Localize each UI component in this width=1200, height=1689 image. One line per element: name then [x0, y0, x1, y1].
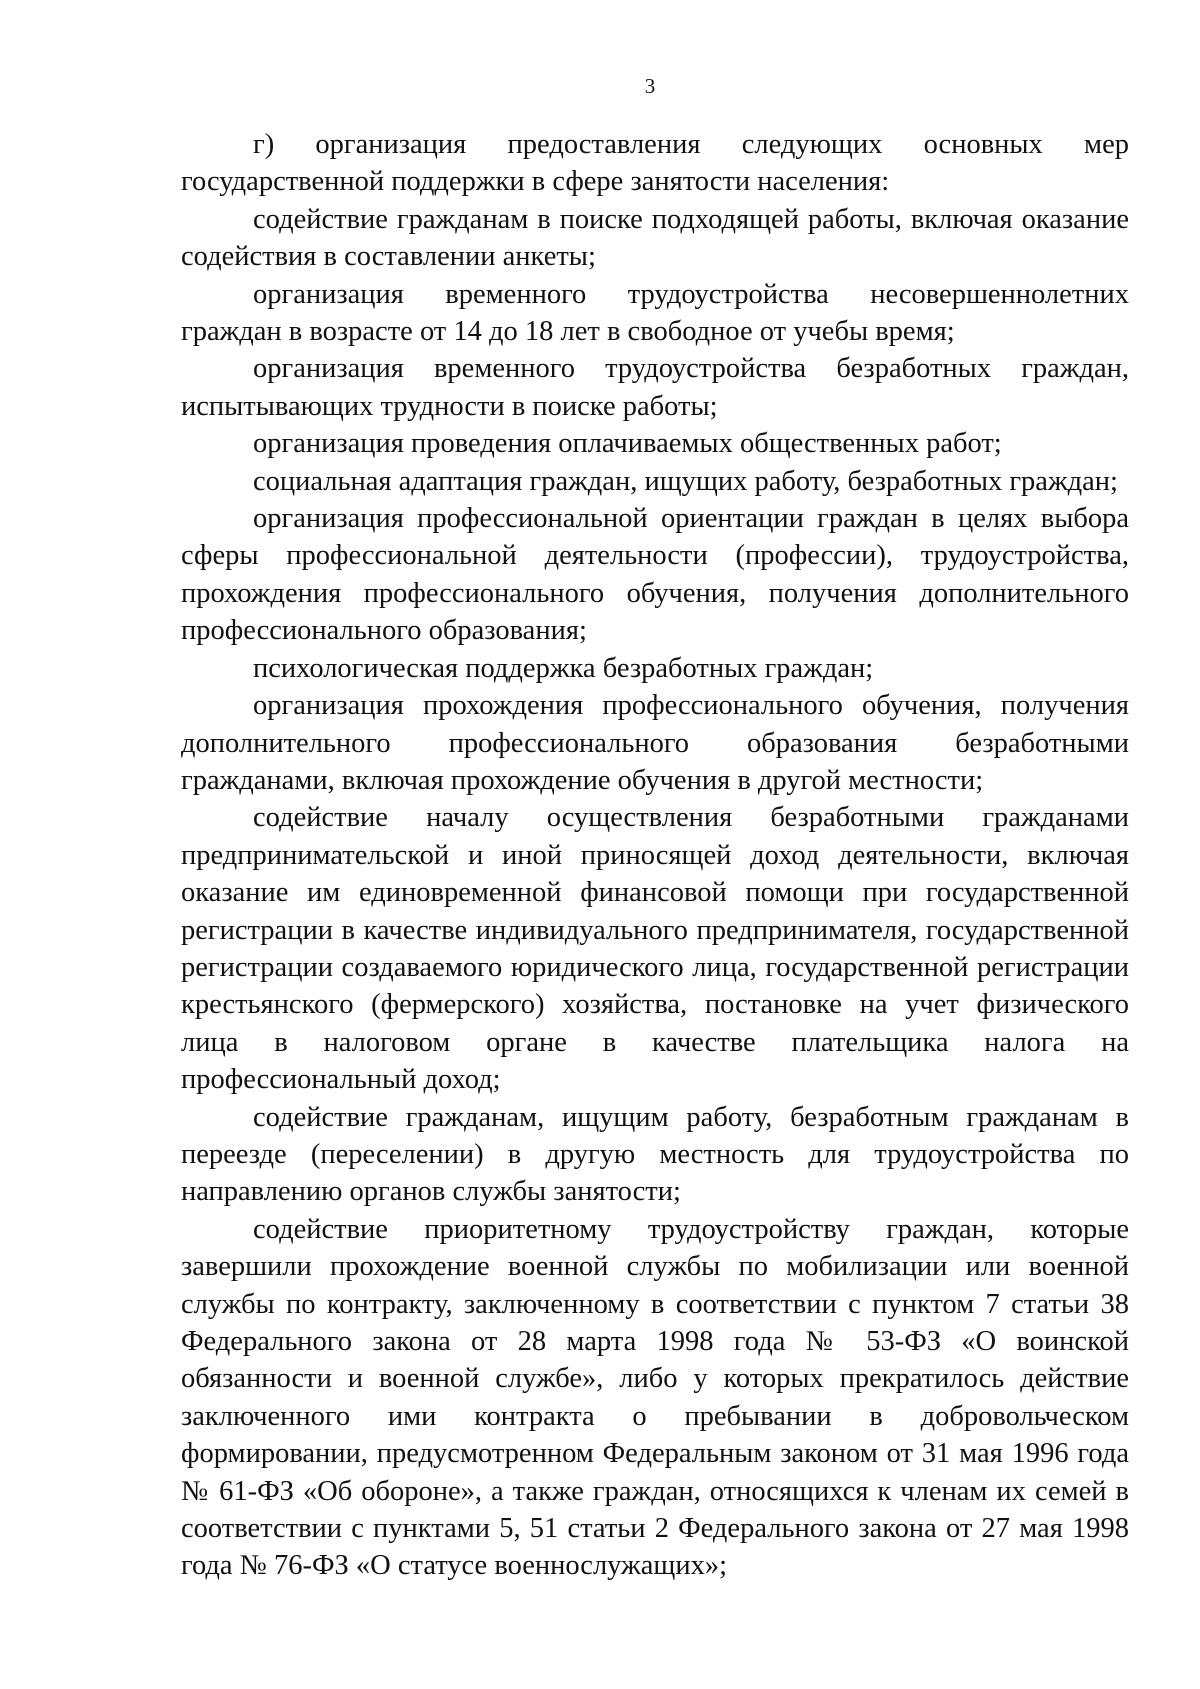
paragraph-item: организация профессиональной ориентации граждан в целях выбора сферы профессиональной деятельности (профессии), трудоустройства, прохождения профессионального обучения, получения дополнительного профессионального образования; [181, 503, 1129, 647]
paragraph-item: содействие приоритетному трудоустройству граждан, которые завершили прохождение военной службы по мобилизации или военной службы по контракту, заключенному в соответствии с пунктом 7 статьи 38 Федерального закона от 28 марта 1998 года № 53-ФЗ «О воинской обязанности и военной службе», либо у которых прекратилось действие заключенного ими контракта о пребывании в добровольческом формировании, предусмотренном Федеральным законом от 31 мая 1996 года № 61-ФЗ «Об обороне», а также граждан, относящихся к членам их семей в соответствии с пунктами 5, 51 статьи 2 Федерального закона от 27 мая 1998 года № 76-ФЗ «О статусе военнослужащих»; [181, 1213, 1129, 1582]
paragraph-item: социальная адаптация граждан, ищущих работу, безработных граждан; [253, 465, 1118, 497]
paragraph-item: организация проведения оплачиваемых общественных работ; [253, 428, 1002, 460]
document-body [181, 126, 1129, 1585]
paragraph-intro: г) организация предоставления следующих основных мер государственной поддержки в сфере занятости населения: [181, 129, 1129, 198]
paragraph-item: содействие гражданам, ищущим работу, безработным гражданам в переезде (переселении) в другую местность для трудоустройства по направлению органов службы занятости; [181, 1101, 1129, 1208]
paragraph-item: организация временного трудоустройства несовершеннолетних граждан в возрасте от 14 до 18 лет в свободное от учебы время; [181, 278, 1129, 348]
paragraph-item: организация временного трудоустройства безработных граждан, испытывающих трудности в поиске работы; [181, 353, 1129, 422]
page-number: 3 [644, 74, 656, 98]
paragraph-item: содействие гражданам в поиске подходящей работы, включая оказание содействия в составлении анкеты; [181, 203, 1129, 273]
paragraph-item: содействие началу осуществления безработными гражданами предпринимательской и иной приносящей доход деятельности, включая оказание им единовременной финансовой помощи при государственной регистрации в качестве индивидуального предпринимателя, государственной регистрации создаваемого юридического лица, государственной регистрации крестьянского (фермерского) хозяйства, постановке на учет физического лица в налоговом органе в качестве плательщика налога на профессиональный доход; [181, 802, 1129, 1096]
paragraph-item: психологическая поддержка безработных граждан; [253, 652, 874, 684]
paragraph-item: организация прохождения профессионального обучения, получения дополнительного профессионального образования безработными гражданами, включая прохождение обучения в другой местности; [181, 690, 1129, 796]
